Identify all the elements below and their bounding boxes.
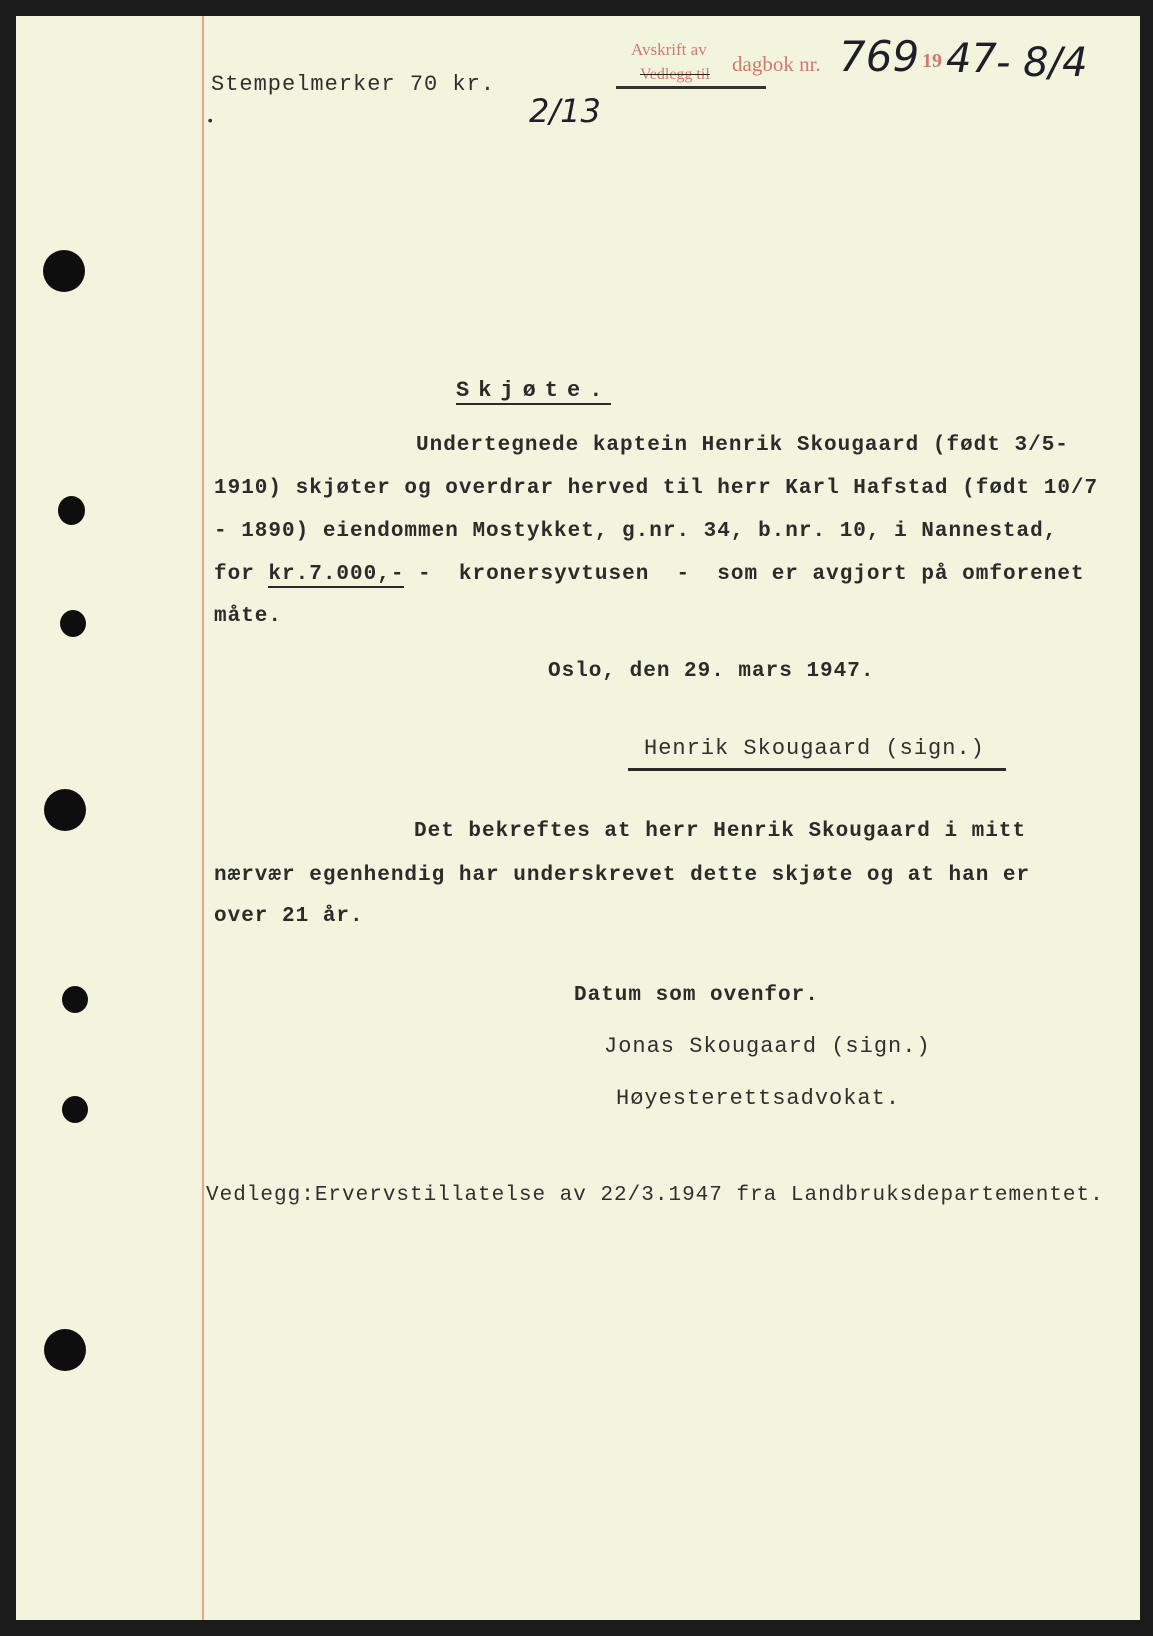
body-line: Undertegnede kaptein Henrik Skougaard (født 3/5- xyxy=(416,434,1069,457)
certification-line: Det bekreftes at herr Henrik Skougaard i mitt xyxy=(414,820,1027,843)
amount-words: - kronersyvtusen - som er avgjort på omforenet xyxy=(404,563,1085,586)
small-mark: • xyxy=(206,114,215,130)
attachment-note: Vedlegg:Ervervstillatelse av 22/3.1947 fra Landbruksdepartementet. xyxy=(206,1184,1104,1207)
stamp-label: Avskrift av xyxy=(631,40,707,59)
punch-hole xyxy=(60,610,86,637)
certification-line: over 21 år. xyxy=(214,905,364,928)
place-date: Oslo, den 29. mars 1947. xyxy=(548,660,875,683)
document-page xyxy=(16,16,1140,1620)
punch-hole xyxy=(62,986,88,1013)
stamp-fee-text: Stempelmerker 70 kr. xyxy=(211,72,496,97)
signature-seller: Henrik Skougaard (sign.) xyxy=(644,736,985,761)
certification-line: nærvær egenhendig har underskrevet dette skjøte og at han er xyxy=(214,864,1031,887)
punch-hole xyxy=(44,1329,86,1371)
dagbok-year-hand: 47 xyxy=(946,36,997,82)
for-text: for xyxy=(214,563,255,586)
signature-line xyxy=(628,768,1006,771)
body-line: - 1890) eiendommen Mostykket, g.nr. 34, b.nr. 10, i Nannestad, xyxy=(214,520,1058,543)
signature-witness: Jonas Skougaard (sign.) xyxy=(604,1034,931,1059)
punch-hole xyxy=(44,789,86,831)
body-line xyxy=(214,563,1085,586)
dagbok-number: 769 xyxy=(839,32,920,81)
punch-hole xyxy=(58,496,85,525)
stamp-crossed-text: Vedlegg til xyxy=(640,66,710,83)
witness-title: Høyesterettsadvokat. xyxy=(616,1086,901,1111)
dagbok-year-print: 19 xyxy=(922,50,942,72)
document-title: Skjøte. xyxy=(456,378,612,403)
dagbok-date: - 8/4 xyxy=(996,40,1088,86)
body-line: 1910) skjøter og overdrar herved til herr Karl Hafstad (født 10/7 xyxy=(214,477,1099,500)
datum-text: Datum som ovenfor. xyxy=(574,984,819,1007)
handwritten-folio-mark: 2/13 xyxy=(529,92,601,130)
strike-line xyxy=(616,86,766,89)
punch-hole xyxy=(62,1096,88,1123)
stamp-dagbok: dagbok nr. xyxy=(732,52,821,76)
margin-line xyxy=(202,16,204,1620)
punch-hole xyxy=(43,250,85,292)
body-line: måte. xyxy=(214,605,283,628)
purchase-amount: kr.7.000,- xyxy=(268,563,405,586)
